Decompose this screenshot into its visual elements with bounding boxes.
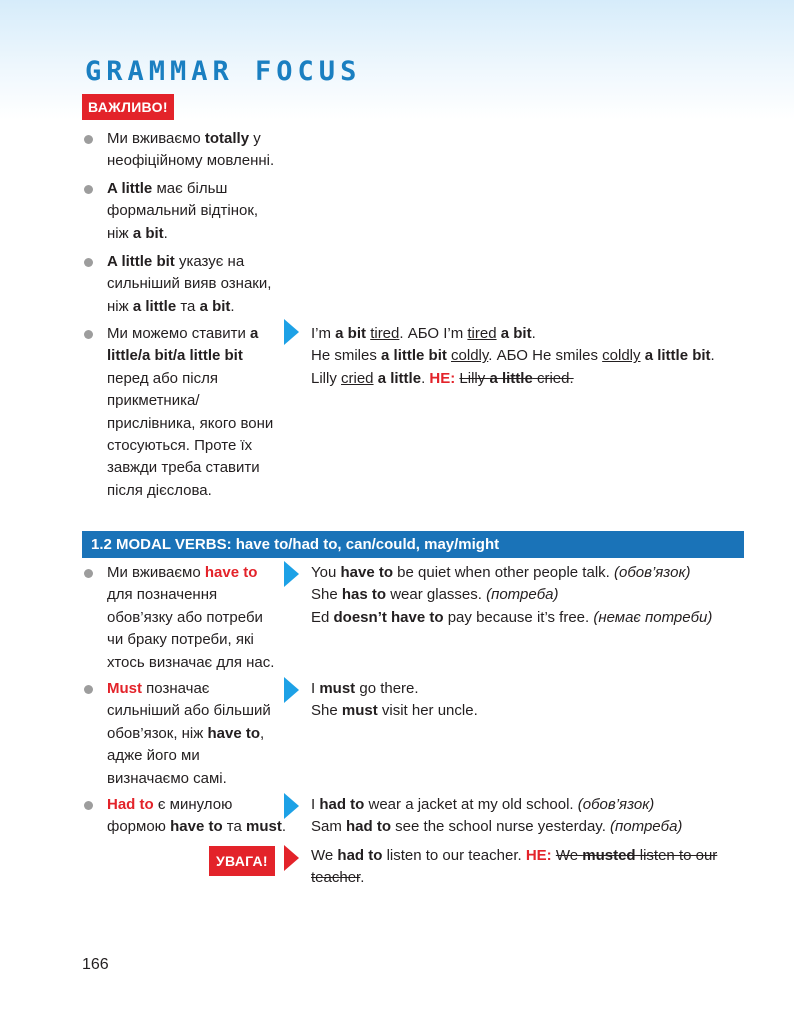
bullet-icon [84, 801, 93, 810]
example-line: teacher. [311, 869, 365, 887]
section-header: 1.2 MODAL VERBS: have to/had to, can/could, may/might [82, 531, 744, 558]
attention-badge: УВАГА! [209, 846, 275, 876]
arrow-right-icon [284, 793, 299, 819]
rule-position: Ми можемо ставити a little/a bit/a little bit перед або після прикметника/ прислівника, якого вони стосуються. Проте їх завжди треба ставити після дієслова. [107, 325, 274, 499]
rule-have-to: Ми вживаємо have to для позначення обов’язку або потреби чи браку потреби, які хтось визначає для нас. [107, 564, 275, 671]
examples-a-little [311, 323, 751, 390]
rule-a-little: A little має більш формальний відтінок, ніж a bit. [107, 180, 259, 242]
arrow-right-icon [284, 677, 299, 703]
bullet-icon [84, 135, 93, 144]
rule-totally: Ми вживаємо totally у неофіційному мовленні. [107, 130, 275, 170]
arrow-right-icon [284, 561, 299, 587]
bullet-icon [84, 685, 93, 694]
example-line: We had to listen to our teacher. НЕ: We musted listen to our [311, 847, 718, 864]
example-line: She has to wear glasses. (потреба) [311, 586, 559, 604]
arrow-right-icon [284, 845, 299, 871]
example-line: She must visit her uncle. [311, 702, 478, 720]
examples-must [311, 678, 751, 723]
example-line: You have to be quiet when other people talk. (обов’язок) [311, 564, 691, 581]
examples-had-to [311, 794, 751, 839]
rule-must: Must позначає сильніший або більший обов’язок, ніж have to, адже його ми визначаємо самі. [107, 680, 271, 787]
example-line: Sam had to see the school nurse yesterday. (потреба) [311, 818, 683, 836]
rule-had-to: Had to є минулою формою have to та must. [107, 796, 287, 836]
examples-have-to [311, 562, 751, 629]
bullet-icon [84, 185, 93, 194]
example-line: Lilly cried a little. НЕ: Lilly a little cried. [311, 369, 574, 387]
attention-example [311, 845, 751, 890]
example-line: Ed doesn’t have to pay because it’s free. (немає потреби) [311, 608, 713, 626]
bullet-icon [84, 569, 93, 578]
page-number: 166 [82, 956, 109, 973]
rule-a-little-bit: A little bit указує на сильніший вияв ознаки, ніж a little та a bit. [107, 253, 272, 315]
bullet-icon [84, 258, 93, 267]
arrow-right-icon [284, 319, 299, 345]
example-line: I must go there. [311, 680, 419, 697]
important-badge: ВАЖЛИВО! [82, 94, 174, 120]
example-line: I’m a bit tired. АБО I’m tired a bit. [311, 325, 536, 342]
bullet-icon [84, 330, 93, 339]
example-line: I had to wear a jacket at my old school. (обов’язок) [311, 796, 655, 813]
example-line: He smiles a little bit coldly. АБО He smiles coldly a little bit. [311, 347, 715, 365]
page-title: GRAMMAR FOCUS [85, 56, 362, 87]
